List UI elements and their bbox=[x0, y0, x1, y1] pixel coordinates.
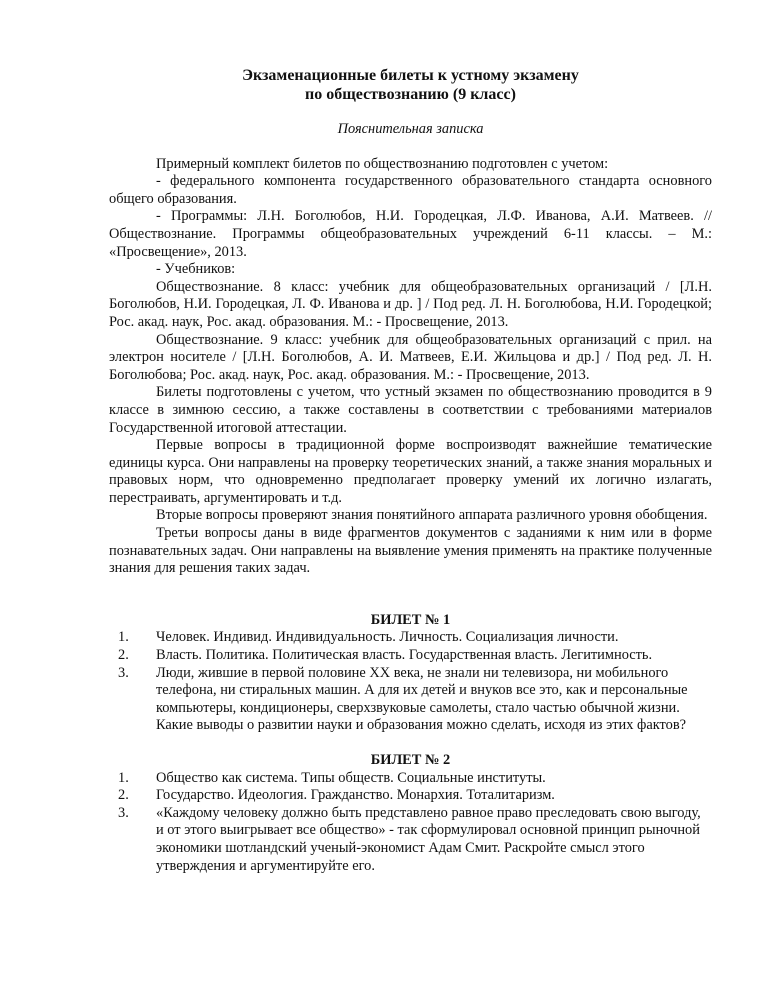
question-text: Государство. Идеология. Гражданство. Монархия. Тоталитаризм. bbox=[156, 787, 555, 804]
question-number: 1. bbox=[118, 769, 129, 786]
document-title-line-2: по обществознанию (9 класс) bbox=[305, 86, 516, 103]
question-item bbox=[109, 770, 712, 788]
question-text: Общество как система. Типы обществ. Социальные институты. bbox=[156, 769, 546, 786]
question-number: 2. bbox=[118, 787, 129, 804]
question-number: 3. bbox=[118, 664, 129, 681]
question-text: «Каждому человеку должно быть представлено равное право преследовать свою выгоду, и от этого выигрывает все общество» - так сформулировал основной принцип рыночной экономики шотландский ученый-экономист Адам Смит. Раскройте смысл этого утверждения и аргументируйте его. bbox=[156, 804, 701, 874]
ticket-title: БИЛЕТ № 2 bbox=[370, 752, 451, 768]
question-item bbox=[109, 629, 712, 647]
question-text: Человек. Индивид. Индивидуальность. Личность. Социализация личности. bbox=[156, 629, 619, 646]
intro-paragraph: Третьи вопросы даны в виде фрагментов документов с заданиями к ним или в форме познавательных задач. Они направлены на выявление умения применять на практике полученные знания для решения таких задач. bbox=[109, 525, 712, 577]
document-page bbox=[109, 66, 712, 875]
intro-paragraph: Обществознание. 8 класс: учебник для общеобразовательных организаций / [Л.Н. Боголюбов, Н.И. Городецкая, Л. Ф. Иванова и др. ] / Под ред. Л. Н. Боголюбова, Н.И. Городецкой; Рос. акад. наук, Рос. акад. образования. М.: - Просвещение, 2013. bbox=[109, 278, 712, 330]
intro-paragraph: - Учебников: bbox=[156, 261, 236, 278]
question-item bbox=[109, 787, 712, 805]
question-number: 3. bbox=[118, 804, 129, 821]
ticket-2 bbox=[109, 752, 712, 875]
question-list bbox=[109, 770, 712, 876]
question-number: 2. bbox=[118, 647, 129, 664]
intro-paragraph: Билеты подготовлены с учетом, что устный экзамен по обществознанию проводится в 9 классе в зимнюю сессию, а также составлены в соответствии с требованиями материалов Государственной итоговой аттестации. bbox=[109, 384, 712, 436]
intro-paragraph: Первые вопросы в традиционной форме воспроизводят важнейшие тематические единицы курса. Они направлены на проверку теоретических знаний, а также знания моральных и правовых норм, что одновременно предполагает проверку умений их логично излагать, перестраивать, аргументировать и т.д. bbox=[109, 437, 712, 506]
explanatory-note bbox=[109, 156, 712, 578]
question-item bbox=[109, 665, 712, 735]
ticket-1 bbox=[109, 612, 712, 735]
intro-paragraph: Примерный комплект билетов по обществознанию подготовлен с учетом: bbox=[156, 155, 609, 172]
question-text: Люди, жившие в первой половине XX века, не знали ни телевизора, ни мобильного телефона, ни стиральных машин. А для их детей и внуков все это, как и персональные компьютеры, кондиционеры, сверхзвуковые самолеты, стало частью обычной жизни. Какие выводы о развитии науки и образования можно сделать, исходя из этих фактов? bbox=[156, 664, 688, 734]
intro-paragraph: Вторые вопросы проверяют знания понятийного аппарата различного уровня обобщения. bbox=[156, 507, 708, 524]
question-item bbox=[109, 647, 712, 665]
question-text: Власть. Политика. Политическая власть. Государственная власть. Легитимность. bbox=[156, 647, 653, 664]
question-list bbox=[109, 629, 712, 735]
intro-paragraph: Обществознание. 9 класс: учебник для общеобразовательных организаций с прил. на электрон носителе / [Л.Н. Боголюбов, А. И. Матвеев, Е.И. Жильцова и др.] / Под ред. Л. Н. Боголюбова; Рос. акад. наук, Рос. акад. образования. М.: - Просвещение, 2013. bbox=[109, 331, 712, 383]
ticket-title: БИЛЕТ № 1 bbox=[370, 611, 451, 628]
document-title-line-1: Экзаменационные билеты к устному экзамену bbox=[242, 67, 579, 84]
intro-paragraph: - Программы: Л.Н. Боголюбов, Н.И. Городецкая, Л.Ф. Иванова, А.И. Матвеев. // Обществознание. Программы общеобразовательных учреждений 6-11 классы. – М.: «Просвещение», 2013. bbox=[109, 208, 712, 260]
explanatory-note-heading: Пояснительная записка bbox=[337, 121, 484, 137]
intro-paragraph: - федерального компонента государственного образовательного стандарта основного общего образования. bbox=[109, 173, 712, 207]
question-number: 1. bbox=[118, 629, 129, 646]
question-item bbox=[109, 805, 712, 875]
